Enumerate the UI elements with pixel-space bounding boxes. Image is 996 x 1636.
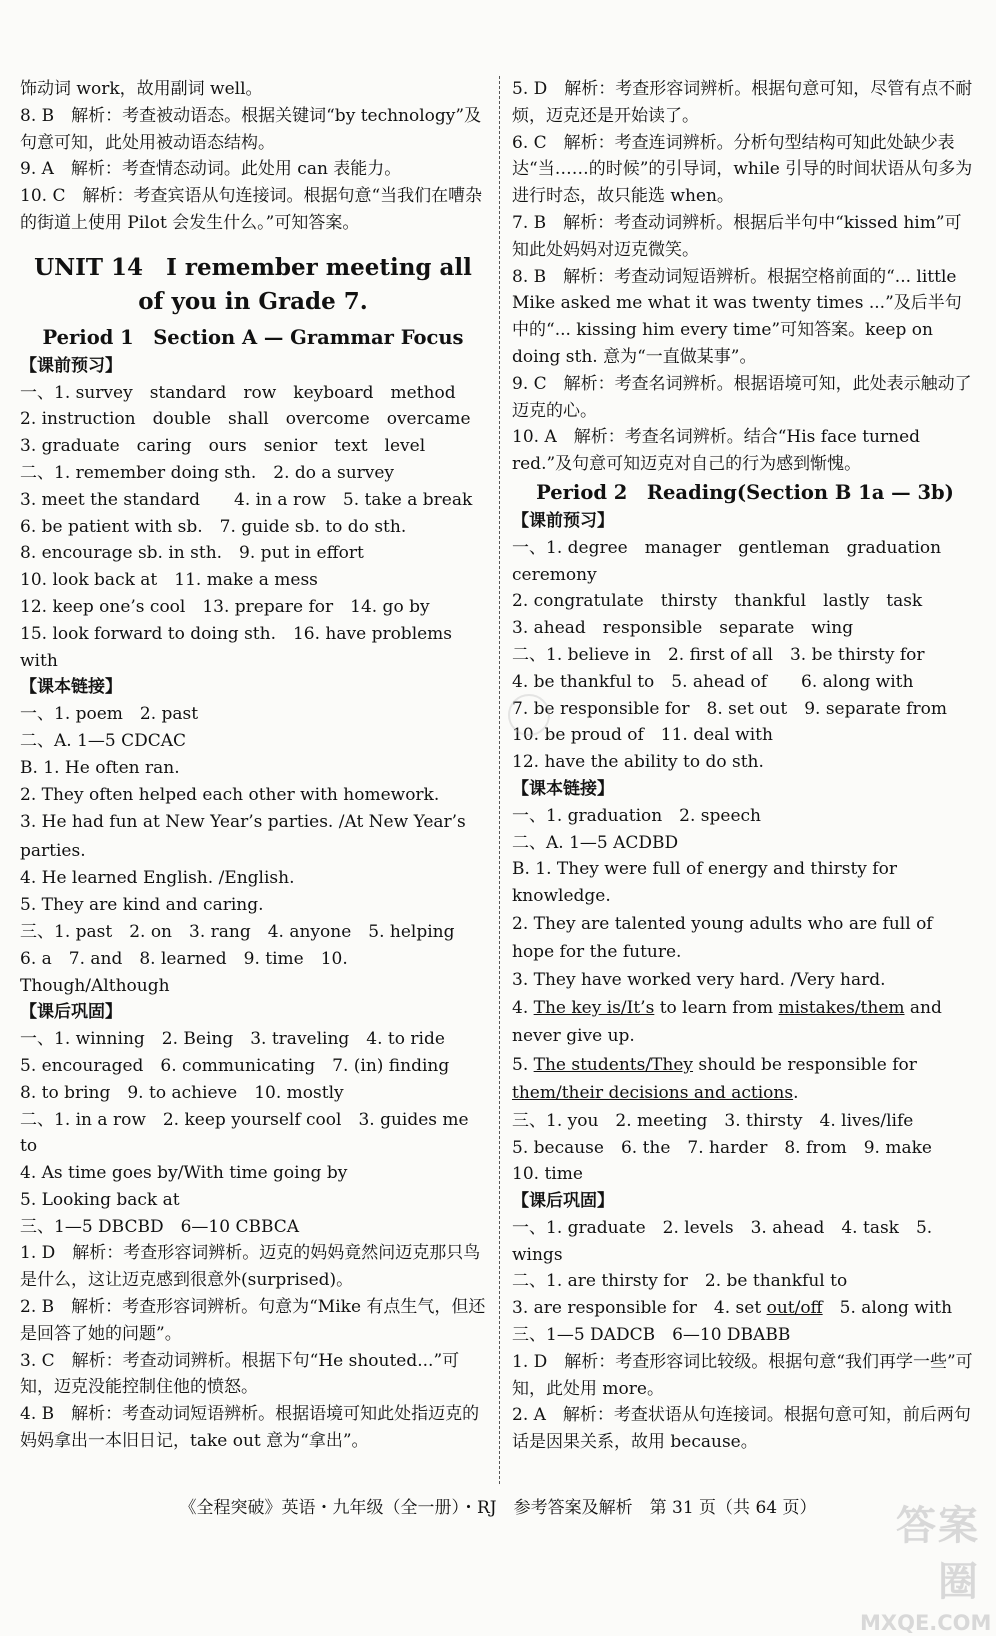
text-line: 一、1. winning 2. Being 3. traveling 4. to ride — [20, 1029, 445, 1050]
text-line: 4. B 解析：考查动词短语辨析。根据语境可知此处指迈克的妈妈拿出一本旧日记，take out 意为“拿出”。 — [20, 1404, 480, 1452]
text-line: 4. He learned English. /English. — [20, 868, 295, 889]
section-heading: 【课后巩固】 — [20, 1002, 122, 1023]
period-title: Period 1 Section A — Grammar Focus — [42, 325, 464, 349]
watermark — [860, 1498, 992, 1635]
text-line: 2. A 解析：考查状语从句连接词。根据句意可知，前后两句话是因果关系，故用 because。 — [512, 1405, 971, 1453]
text-line: B. 1. They were full of energy and thirsty for knowledge. — [512, 859, 897, 907]
text-line: 3. C 解析：考查动词辨析。根据下句“He shouted...”可知，迈克没能控制住他的愤怒。 — [20, 1350, 460, 1398]
text-line: 7. be responsible for 8. set out 9. separate from — [512, 698, 947, 719]
text-line: 10. be proud of 11. deal with — [512, 725, 773, 746]
text-line: 2. They are talented young adults who are full of hope for the future. — [512, 913, 933, 963]
text-line: 三、1. past 2. on 3. rang 4. anyone 5. helping — [20, 921, 455, 942]
text-line: 8. to bring 9. to achieve 10. mostly — [20, 1082, 344, 1103]
text-line: 1. D 解析：考查形容词比较级。根据句意“我们再学一些”可知，此处用 more。 — [512, 1351, 973, 1399]
text-line: 一、1. graduation 2. speech — [512, 805, 762, 826]
text-line: 5. They are kind and caring. — [20, 895, 264, 916]
text-line: 9. C 解析：考查名词辨析。根据语境可知，此处表示触动了迈克的心。 — [512, 373, 972, 421]
right-column — [512, 76, 978, 1456]
text-fragment: to learn from — [654, 997, 779, 1018]
text-line: 4. As time goes by/With time going by — [20, 1163, 348, 1184]
text-fragment: 4. — [512, 997, 534, 1018]
text-line: 二、1. in a row 2. keep yourself cool 3. guides me to — [20, 1109, 469, 1157]
text-line: 二、A. 1—5 ACDBD — [512, 832, 679, 853]
text-line: 二、1. believe in 2. first of all 3. be thirsty for — [512, 644, 925, 665]
period-title: Period 2 Reading(Section B 1a — 3b) — [536, 480, 954, 504]
text-line: 4. be thankful to 5. ahead of 6. along with — [512, 671, 914, 692]
section-heading: 【课前预习】 — [20, 355, 122, 376]
text-line: B. 1. He often ran. — [20, 757, 180, 778]
text-fragment: should be responsible for — [693, 1054, 917, 1075]
text-line: 6. be patient with sb. 7. guide sb. to do sth. — [20, 516, 407, 537]
text-line: 15. look forward to doing sth. 16. have problems with — [20, 623, 453, 671]
text-line: 一、1. degree manager gentleman graduation ceremony — [512, 537, 942, 585]
text-line: 10. C 解析：考查宾语从句连接词。根据句意“当我们在嘈杂的街道上使用 Pilot 会发生什么。”可知答案。 — [20, 186, 483, 233]
text-line: 二、1. are thirsty for 2. be thankful to — [512, 1271, 848, 1292]
text-line: 三、1—5 DADCB 6—10 DBABB — [512, 1325, 791, 1346]
faint-stamp — [508, 694, 550, 736]
text-line: 6. C 解析：考查连词辨析。分析句型结构可知此处缺少表达“当……的时候”的引导词，while 引导的时间状语从句多为进行时态，故只能选 when。 — [512, 132, 973, 207]
text-line: 10. A 解析：考查名词辨析。结合“His face turned red.”及句意可知迈克对自己的行为感到惭愧。 — [512, 427, 921, 475]
text-fragment: 5. along with — [822, 1298, 953, 1319]
text-line: 5. encouraged 6. communicating 7. (in) finding — [20, 1055, 450, 1076]
text-line — [512, 994, 978, 1051]
text-line: 一、1. survey standard row keyboard method — [20, 382, 456, 403]
underlined-answer: them/their decisions and actions — [512, 1083, 794, 1104]
text-line: 一、1. poem 2. past — [20, 704, 199, 725]
text-line — [512, 1051, 978, 1108]
text-line: 5. Looking back at — [20, 1189, 180, 1210]
text-line: 12. have the ability to do sth. — [512, 752, 764, 773]
watermark-logo: 答案圈 — [896, 1503, 980, 1605]
text-fragment: 3. are responsible for 4. set — [512, 1298, 767, 1319]
text-fragment: . — [793, 1083, 799, 1104]
text-line: 饰动词 work，故用副词 well。 — [20, 79, 263, 99]
text-line: 10. time — [512, 1164, 583, 1185]
section-heading: 【课前预习】 — [512, 510, 614, 531]
unit-title: UNIT 14 I remember meeting all of you in Grade 7. — [34, 253, 472, 315]
text-line: 3. ahead responsible separate wing — [512, 618, 854, 639]
text-line: 二、A. 1—5 CDCAC — [20, 730, 187, 751]
text-line: 2. They often helped each other with homework. — [20, 784, 440, 805]
text-line: 3. graduate caring ours senior text level — [20, 436, 426, 457]
underlined-answer: The key is/It’s — [533, 997, 655, 1018]
text-line: 6. a 7. and 8. learned 9. time 10. Though/Although — [20, 948, 348, 996]
text-line: 8. B 解析：考查被动语态。根据关键词“by technology”及句意可知，此处用被动语态结构。 — [20, 105, 482, 153]
underlined-answer: mistakes/them — [778, 997, 905, 1018]
left-column — [20, 76, 486, 1455]
text-line: 9. A 解析：考查情态动词。此处用 can 表能力。 — [20, 159, 402, 180]
text-line: 8. encourage sb. in sth. 9. put in effort — [20, 543, 364, 564]
text-line: 2. instruction double shall overcome overcame — [20, 409, 471, 430]
text-line: 2. congratulate thirsty thankful lastly task — [512, 591, 923, 612]
section-heading: 【课本链接】 — [20, 677, 122, 698]
page-footer: 《全程突破》英语・九年级（全一册）・RJ 参考答案及解析 第 31 页（共 64 页） — [179, 1498, 817, 1518]
text-line: 5. because 6. the 7. harder 8. from 9. make — [512, 1137, 932, 1158]
text-line: 二、1. remember doing sth. 2. do a survey — [20, 462, 395, 483]
text-line: 2. B 解析：考查形容词辨析。句意为“Mike 有点生气，但还是回答了她的问题”。 — [20, 1297, 486, 1344]
text-line: 5. D 解析：考查形容词辨析。根据句意可知，尽管有点不耐烦，迈克还是开始读了。 — [512, 79, 973, 126]
underlined-answer: out/off — [766, 1298, 823, 1319]
text-fragment: 5. — [512, 1054, 534, 1075]
text-line: 3. They have worked very hard. /Very hard. — [512, 969, 886, 990]
watermark-url: MXQE.COM — [860, 1611, 992, 1635]
underlined-answer: The students/They — [533, 1054, 694, 1075]
text-line: 一、1. graduate 2. levels 3. ahead 4. task 5. wings — [512, 1217, 933, 1265]
text-line: 7. B 解析：考查动词辨析。根据后半句中“kissed him”可知此处妈妈对迈克微笑。 — [512, 212, 962, 260]
text-line: 三、1—5 DBCBD 6—10 CBBCA — [20, 1216, 300, 1237]
section-heading: 【课本链接】 — [512, 778, 614, 799]
column-divider — [499, 76, 500, 1484]
text-fragment: and never give up. — [512, 997, 942, 1047]
text-line: 3. He had fun at New Year’s parties. /At New Year’s parties. — [20, 812, 466, 861]
text-line: 3. meet the standard 4. in a row 5. take a break — [20, 489, 473, 510]
text-line: 1. D 解析：考查形容词辨析。迈克的妈妈竟然问迈克那只鸟是什么，这让迈克感到很意外(surprised)。 — [20, 1243, 481, 1291]
section-heading: 【课后巩固】 — [512, 1191, 614, 1212]
text-line — [512, 1295, 978, 1322]
text-line: 三、1. you 2. meeting 3. thirsty 4. lives/life — [512, 1110, 914, 1131]
text-line: 12. keep one’s cool 13. prepare for 14. go by — [20, 596, 430, 617]
text-line: 10. look back at 11. make a mess — [20, 570, 318, 591]
text-line: 8. B 解析：考查动词短语辨析。根据空格前面的“... little Mike asked me what it was twenty times ...”及后半句中的“... kissing him every time”可知答案。keep on doing sth. 意为“一直做某事”。 — [512, 266, 962, 367]
